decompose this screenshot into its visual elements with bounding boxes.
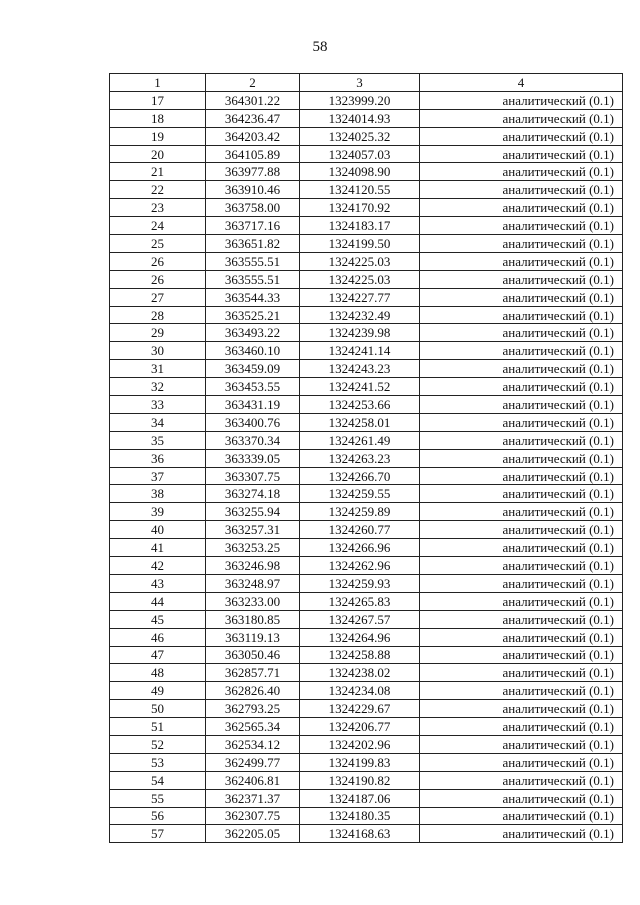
table-row (110, 467, 623, 485)
point-number-cell: 29 (110, 324, 206, 342)
point-number-cell: 51 (110, 718, 206, 736)
x-coordinate-cell: 363253.25 (206, 539, 300, 557)
table-row (110, 91, 623, 109)
x-coordinate-cell: 363910.46 (206, 181, 300, 199)
method-cell: аналитический (0.1) (420, 646, 623, 664)
x-coordinate-cell: 363431.19 (206, 396, 300, 414)
table-body (110, 91, 623, 842)
table-row (110, 682, 623, 700)
x-coordinate-cell: 362406.81 (206, 771, 300, 789)
x-coordinate-cell: 364105.89 (206, 145, 300, 163)
y-coordinate-cell: 1324266.96 (300, 539, 420, 557)
method-cell: аналитический (0.1) (420, 539, 623, 557)
y-coordinate-cell: 1324180.35 (300, 807, 420, 825)
method-cell: аналитический (0.1) (420, 252, 623, 270)
method-cell: аналитический (0.1) (420, 413, 623, 431)
point-number-cell: 20 (110, 145, 206, 163)
y-coordinate-cell: 1324025.32 (300, 127, 420, 145)
y-coordinate-cell: 1324227.77 (300, 288, 420, 306)
method-cell: аналитический (0.1) (420, 789, 623, 807)
method-cell: аналитический (0.1) (420, 145, 623, 163)
method-cell: аналитический (0.1) (420, 360, 623, 378)
table-row (110, 449, 623, 467)
y-coordinate-cell: 1324241.14 (300, 342, 420, 360)
x-coordinate-cell: 362499.77 (206, 753, 300, 771)
table-row (110, 753, 623, 771)
table-row (110, 771, 623, 789)
x-coordinate-cell: 363459.09 (206, 360, 300, 378)
y-coordinate-cell: 1324263.23 (300, 449, 420, 467)
point-number-cell: 44 (110, 592, 206, 610)
x-coordinate-cell: 362857.71 (206, 664, 300, 682)
y-coordinate-cell: 1324258.01 (300, 413, 420, 431)
point-number-cell: 23 (110, 199, 206, 217)
x-coordinate-cell: 363050.46 (206, 646, 300, 664)
point-number-cell: 45 (110, 610, 206, 628)
header-col-4: 4 (420, 74, 623, 92)
table-row (110, 270, 623, 288)
x-coordinate-cell: 363255.94 (206, 503, 300, 521)
table-row (110, 145, 623, 163)
x-coordinate-cell: 363555.51 (206, 252, 300, 270)
point-number-cell: 36 (110, 449, 206, 467)
x-coordinate-cell: 364301.22 (206, 91, 300, 109)
point-number-cell: 19 (110, 127, 206, 145)
method-cell: аналитический (0.1) (420, 91, 623, 109)
point-number-cell: 47 (110, 646, 206, 664)
method-cell: аналитический (0.1) (420, 199, 623, 217)
method-cell: аналитический (0.1) (420, 127, 623, 145)
point-number-cell: 52 (110, 735, 206, 753)
point-number-cell: 39 (110, 503, 206, 521)
x-coordinate-cell: 363370.34 (206, 431, 300, 449)
x-coordinate-cell: 363233.00 (206, 592, 300, 610)
x-coordinate-cell: 363544.33 (206, 288, 300, 306)
table-row (110, 503, 623, 521)
method-cell: аналитический (0.1) (420, 610, 623, 628)
x-coordinate-cell: 363400.76 (206, 413, 300, 431)
method-cell: аналитический (0.1) (420, 235, 623, 253)
point-number-cell: 22 (110, 181, 206, 199)
y-coordinate-cell: 1323999.20 (300, 91, 420, 109)
point-number-cell: 21 (110, 163, 206, 181)
method-cell: аналитический (0.1) (420, 217, 623, 235)
method-cell: аналитический (0.1) (420, 521, 623, 539)
method-cell: аналитический (0.1) (420, 467, 623, 485)
x-coordinate-cell: 363525.21 (206, 306, 300, 324)
table-row (110, 342, 623, 360)
y-coordinate-cell: 1324261.49 (300, 431, 420, 449)
point-number-cell: 33 (110, 396, 206, 414)
point-number-cell: 40 (110, 521, 206, 539)
point-number-cell: 18 (110, 109, 206, 127)
method-cell: аналитический (0.1) (420, 628, 623, 646)
x-coordinate-cell: 363119.13 (206, 628, 300, 646)
point-number-cell: 55 (110, 789, 206, 807)
point-number-cell: 46 (110, 628, 206, 646)
table-row (110, 610, 623, 628)
table-row (110, 199, 623, 217)
table-row (110, 539, 623, 557)
point-number-cell: 49 (110, 682, 206, 700)
method-cell: аналитический (0.1) (420, 682, 623, 700)
point-number-cell: 57 (110, 825, 206, 843)
coordinates-table (109, 73, 623, 843)
method-cell: аналитический (0.1) (420, 664, 623, 682)
table-row (110, 807, 623, 825)
method-cell: аналитический (0.1) (420, 163, 623, 181)
point-number-cell: 38 (110, 485, 206, 503)
y-coordinate-cell: 1324262.96 (300, 557, 420, 575)
point-number-cell: 32 (110, 378, 206, 396)
method-cell: аналитический (0.1) (420, 181, 623, 199)
x-coordinate-cell: 362307.75 (206, 807, 300, 825)
y-coordinate-cell: 1324202.96 (300, 735, 420, 753)
y-coordinate-cell: 1324238.02 (300, 664, 420, 682)
y-coordinate-cell: 1324258.88 (300, 646, 420, 664)
y-coordinate-cell: 1324259.89 (300, 503, 420, 521)
x-coordinate-cell: 362793.25 (206, 700, 300, 718)
y-coordinate-cell: 1324225.03 (300, 270, 420, 288)
table-row (110, 181, 623, 199)
table-row (110, 557, 623, 575)
x-coordinate-cell: 363453.55 (206, 378, 300, 396)
point-number-cell: 28 (110, 306, 206, 324)
y-coordinate-cell: 1324259.55 (300, 485, 420, 503)
y-coordinate-cell: 1324241.52 (300, 378, 420, 396)
x-coordinate-cell: 362371.37 (206, 789, 300, 807)
y-coordinate-cell: 1324199.50 (300, 235, 420, 253)
point-number-cell: 53 (110, 753, 206, 771)
header-col-2: 2 (206, 74, 300, 92)
point-number-cell: 30 (110, 342, 206, 360)
table-row (110, 628, 623, 646)
point-number-cell: 37 (110, 467, 206, 485)
method-cell: аналитический (0.1) (420, 485, 623, 503)
point-number-cell: 17 (110, 91, 206, 109)
method-cell: аналитический (0.1) (420, 431, 623, 449)
method-cell: аналитический (0.1) (420, 753, 623, 771)
x-coordinate-cell: 362534.12 (206, 735, 300, 753)
table-row (110, 235, 623, 253)
x-coordinate-cell: 362826.40 (206, 682, 300, 700)
y-coordinate-cell: 1324170.92 (300, 199, 420, 217)
method-cell: аналитический (0.1) (420, 306, 623, 324)
y-coordinate-cell: 1324098.90 (300, 163, 420, 181)
point-number-cell: 27 (110, 288, 206, 306)
y-coordinate-cell: 1324267.57 (300, 610, 420, 628)
method-cell: аналитический (0.1) (420, 109, 623, 127)
point-number-cell: 25 (110, 235, 206, 253)
x-coordinate-cell: 363180.85 (206, 610, 300, 628)
method-cell: аналитический (0.1) (420, 288, 623, 306)
x-coordinate-cell: 362565.34 (206, 718, 300, 736)
point-number-cell: 50 (110, 700, 206, 718)
table-row (110, 646, 623, 664)
x-coordinate-cell: 363274.18 (206, 485, 300, 503)
y-coordinate-cell: 1324199.83 (300, 753, 420, 771)
table-row (110, 288, 623, 306)
y-coordinate-cell: 1324168.63 (300, 825, 420, 843)
y-coordinate-cell: 1324234.08 (300, 682, 420, 700)
table-row (110, 252, 623, 270)
header-row (110, 74, 623, 92)
y-coordinate-cell: 1324057.03 (300, 145, 420, 163)
table-row (110, 825, 623, 843)
table-row (110, 431, 623, 449)
table-row (110, 485, 623, 503)
x-coordinate-cell: 363339.05 (206, 449, 300, 467)
header-col-1: 1 (110, 74, 206, 92)
x-coordinate-cell: 364203.42 (206, 127, 300, 145)
point-number-cell: 26 (110, 270, 206, 288)
y-coordinate-cell: 1324232.49 (300, 306, 420, 324)
y-coordinate-cell: 1324014.93 (300, 109, 420, 127)
y-coordinate-cell: 1324229.67 (300, 700, 420, 718)
x-coordinate-cell: 363307.75 (206, 467, 300, 485)
point-number-cell: 56 (110, 807, 206, 825)
table-row (110, 592, 623, 610)
y-coordinate-cell: 1324253.66 (300, 396, 420, 414)
table-row (110, 378, 623, 396)
method-cell: аналитический (0.1) (420, 574, 623, 592)
y-coordinate-cell: 1324243.23 (300, 360, 420, 378)
x-coordinate-cell: 363651.82 (206, 235, 300, 253)
y-coordinate-cell: 1324264.96 (300, 628, 420, 646)
y-coordinate-cell: 1324266.70 (300, 467, 420, 485)
method-cell: аналитический (0.1) (420, 449, 623, 467)
table-row (110, 664, 623, 682)
method-cell: аналитический (0.1) (420, 342, 623, 360)
method-cell: аналитический (0.1) (420, 807, 623, 825)
method-cell: аналитический (0.1) (420, 700, 623, 718)
point-number-cell: 43 (110, 574, 206, 592)
method-cell: аналитический (0.1) (420, 735, 623, 753)
x-coordinate-cell: 363248.97 (206, 574, 300, 592)
x-coordinate-cell: 363246.98 (206, 557, 300, 575)
x-coordinate-cell: 363758.00 (206, 199, 300, 217)
point-number-cell: 42 (110, 557, 206, 575)
x-coordinate-cell: 363555.51 (206, 270, 300, 288)
y-coordinate-cell: 1324183.17 (300, 217, 420, 235)
x-coordinate-cell: 362205.05 (206, 825, 300, 843)
method-cell: аналитический (0.1) (420, 557, 623, 575)
y-coordinate-cell: 1324239.98 (300, 324, 420, 342)
method-cell: аналитический (0.1) (420, 378, 623, 396)
page-number: 58 (312, 39, 328, 55)
method-cell: аналитический (0.1) (420, 592, 623, 610)
x-coordinate-cell: 363460.10 (206, 342, 300, 360)
x-coordinate-cell: 364236.47 (206, 109, 300, 127)
table-row (110, 127, 623, 145)
y-coordinate-cell: 1324206.77 (300, 718, 420, 736)
y-coordinate-cell: 1324265.83 (300, 592, 420, 610)
table-row (110, 324, 623, 342)
table-header (110, 74, 623, 92)
point-number-cell: 24 (110, 217, 206, 235)
table-row (110, 306, 623, 324)
table-row (110, 396, 623, 414)
table-row (110, 413, 623, 431)
table-row (110, 163, 623, 181)
header-col-3: 3 (300, 74, 420, 92)
point-number-cell: 54 (110, 771, 206, 789)
table-row (110, 718, 623, 736)
y-coordinate-cell: 1324187.06 (300, 789, 420, 807)
y-coordinate-cell: 1324260.77 (300, 521, 420, 539)
y-coordinate-cell: 1324190.82 (300, 771, 420, 789)
method-cell: аналитический (0.1) (420, 825, 623, 843)
x-coordinate-cell: 363977.88 (206, 163, 300, 181)
x-coordinate-cell: 363493.22 (206, 324, 300, 342)
method-cell: аналитический (0.1) (420, 270, 623, 288)
method-cell: аналитический (0.1) (420, 771, 623, 789)
method-cell: аналитический (0.1) (420, 396, 623, 414)
table-row (110, 521, 623, 539)
y-coordinate-cell: 1324225.03 (300, 252, 420, 270)
table-row (110, 735, 623, 753)
table-row (110, 700, 623, 718)
point-number-cell: 34 (110, 413, 206, 431)
y-coordinate-cell: 1324120.55 (300, 181, 420, 199)
method-cell: аналитический (0.1) (420, 324, 623, 342)
method-cell: аналитический (0.1) (420, 718, 623, 736)
x-coordinate-cell: 363257.31 (206, 521, 300, 539)
table-row (110, 360, 623, 378)
point-number-cell: 31 (110, 360, 206, 378)
point-number-cell: 26 (110, 252, 206, 270)
table-row (110, 109, 623, 127)
table-row (110, 217, 623, 235)
point-number-cell: 48 (110, 664, 206, 682)
method-cell: аналитический (0.1) (420, 503, 623, 521)
x-coordinate-cell: 363717.16 (206, 217, 300, 235)
point-number-cell: 41 (110, 539, 206, 557)
point-number-cell: 35 (110, 431, 206, 449)
y-coordinate-cell: 1324259.93 (300, 574, 420, 592)
table-row (110, 789, 623, 807)
table-row (110, 574, 623, 592)
